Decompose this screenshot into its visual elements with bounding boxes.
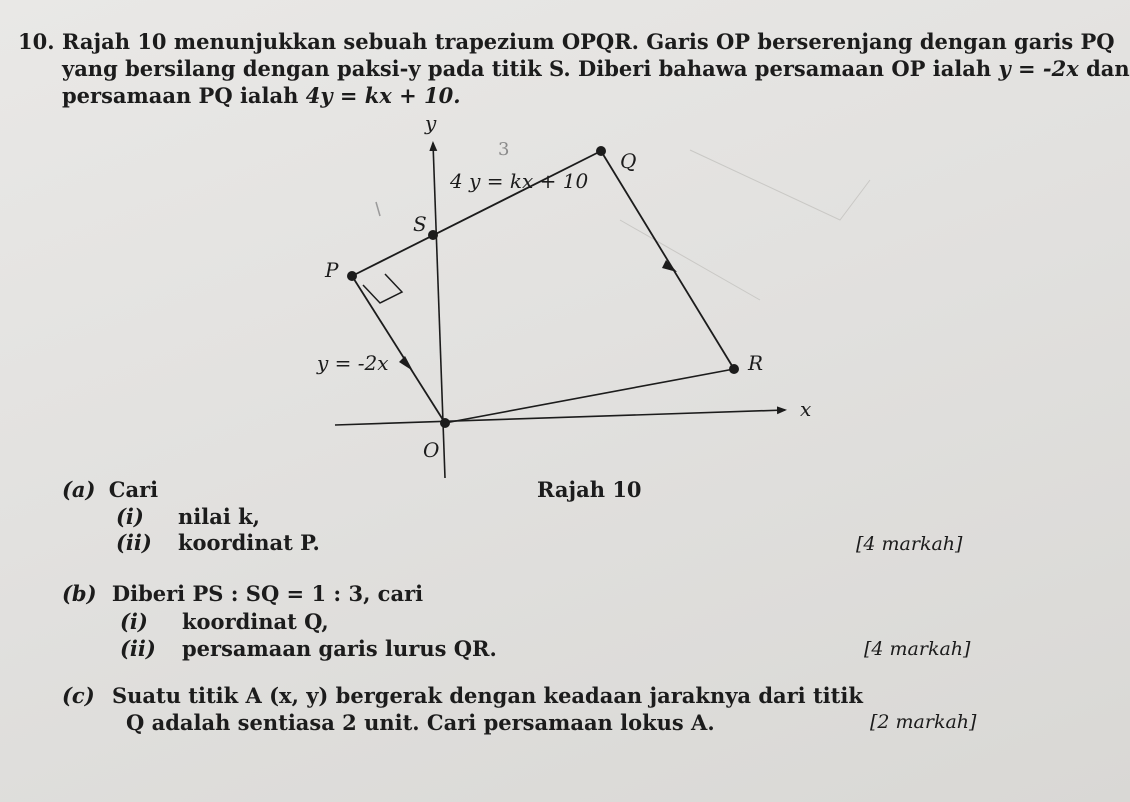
origin-label: O	[423, 438, 440, 462]
diagram-caption: Rajah 10	[537, 477, 642, 502]
point-r-label: R	[748, 351, 764, 375]
x-axis-label: x	[800, 397, 812, 421]
op-line-label: y = -2x	[317, 351, 389, 375]
question-line-3: persamaan PQ ialah 4y = kx + 10.	[62, 83, 461, 108]
part-b-marks: [4 markah]	[864, 638, 971, 660]
part-a-label: (a)	[62, 477, 96, 502]
question-number: 10.	[18, 29, 55, 54]
part-c-line-2: Q adalah sentiasa 2 unit. Cari persamaan lokus A.	[126, 710, 715, 735]
part-a-i	[116, 505, 260, 529]
part-a-ii-text: koordinat P.	[178, 530, 320, 555]
line-op	[352, 276, 445, 423]
part-b-heading	[62, 582, 423, 606]
part-b-ii-label: (ii)	[120, 636, 156, 661]
y-axis	[433, 143, 445, 478]
part-b-i-label: (i)	[120, 609, 148, 634]
part-a-ii	[116, 531, 320, 555]
part-a-heading	[62, 478, 158, 502]
x-axis	[335, 410, 785, 425]
part-a-i-text: nilai k,	[178, 504, 260, 529]
part-c-marks: [2 markah]	[870, 711, 977, 733]
point-q-dot	[596, 146, 606, 156]
point-q-label: Q	[620, 149, 637, 173]
part-c-text-1: Suatu titik A (x, y) bergerak dengan keadaan jaraknya dari titik	[111, 683, 863, 708]
point-o-dot	[440, 418, 450, 428]
point-r-dot	[729, 364, 739, 374]
part-a-intro: Cari	[108, 477, 159, 502]
pq-line-label: 4 y = kx + 10	[450, 169, 589, 193]
arrowhead-op	[399, 356, 413, 371]
pencil-stroke	[376, 202, 380, 216]
part-b-i	[120, 610, 329, 634]
faint-background-marks	[620, 150, 870, 300]
pq-equation: 4y = kx + 10.	[305, 83, 461, 108]
point-s-dot	[428, 230, 438, 240]
right-angle-marker	[363, 274, 402, 303]
part-b-ii	[120, 637, 497, 661]
op-equation: y = -2x	[998, 56, 1079, 81]
line-qr	[601, 151, 734, 369]
part-a-marks: [4 markah]	[856, 533, 963, 555]
point-p-label: P	[325, 258, 339, 282]
question-line-1: Rajah 10 menunjukkan sebuah trapezium OPQR. Garis OP berserenjang dengan garis PQ	[62, 29, 1115, 54]
part-c-line-1	[62, 684, 863, 708]
part-a-ii-label: (ii)	[116, 530, 152, 555]
line-or	[445, 369, 734, 423]
part-b-label: (b)	[62, 581, 97, 606]
question-line-2: yang bersilang dengan paksi-y pada titik S. Diberi bahawa persamaan OP ialah y = -2x dan	[62, 56, 1130, 81]
part-b-intro: Diberi PS : SQ = 1 : 3, cari	[111, 581, 424, 606]
part-b-i-text: koordinat Q,	[182, 609, 329, 634]
y-axis-label: y	[425, 111, 437, 135]
part-c-label: (c)	[62, 683, 95, 708]
part-b-ii-text: persamaan garis lurus QR.	[182, 636, 497, 661]
part-a-i-label: (i)	[116, 504, 144, 529]
pencil-scribble: 3	[498, 139, 510, 160]
point-p-dot	[347, 271, 357, 281]
point-s-label: S	[413, 212, 427, 236]
